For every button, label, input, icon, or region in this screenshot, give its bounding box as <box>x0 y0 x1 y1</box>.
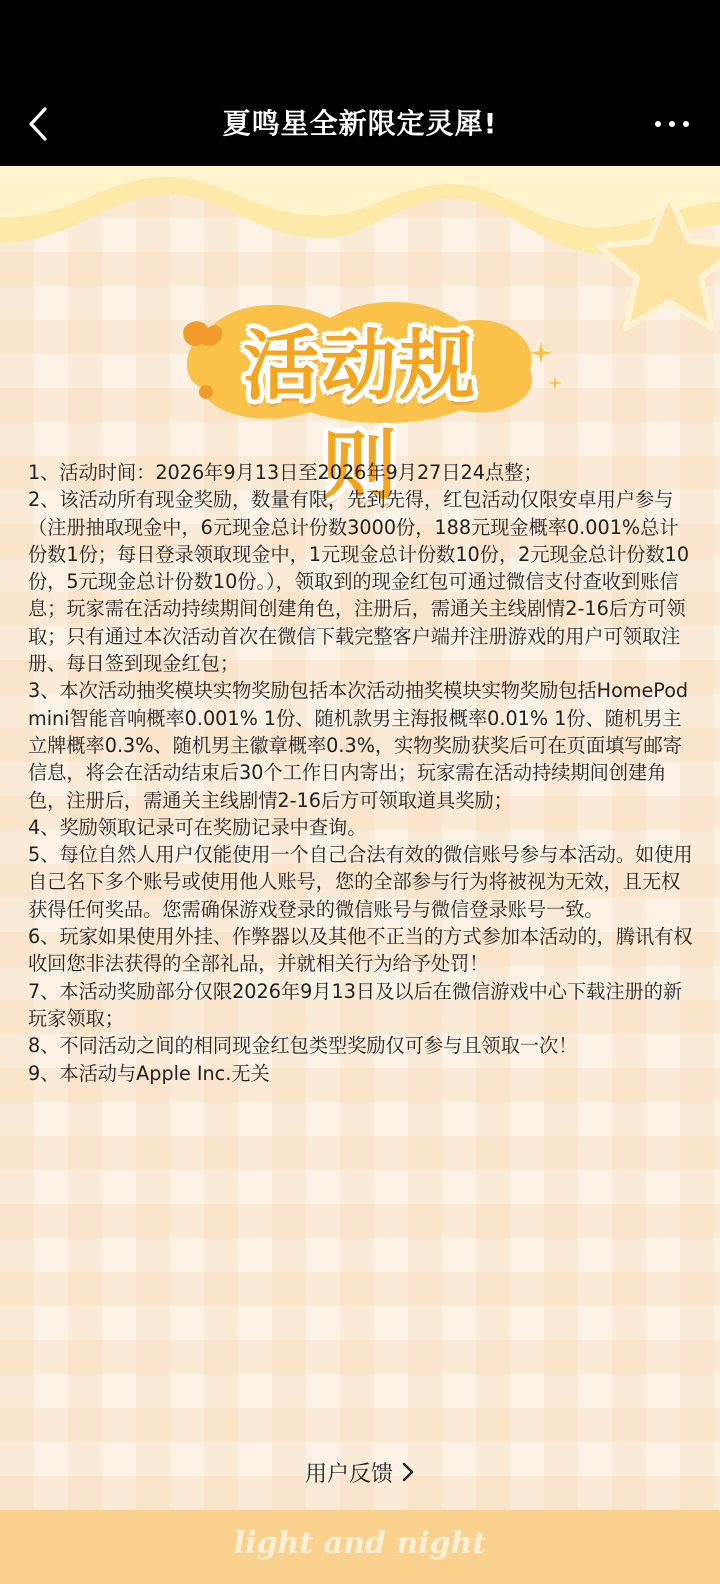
more-horizontal-icon <box>651 121 693 127</box>
chevron-left-icon <box>26 106 50 142</box>
rules-title: 活动规则 <box>243 321 477 510</box>
page-title: 夏鸣星全新限定灵犀! <box>222 107 498 140</box>
rule-item: 2、该活动所有现金奖励，数量有限，先到先得，红包活动仅限安卓用户参与（注册抽取现金中，6元现金总计份数3000份，188元现金概率0.001%总计份数1份；每日登录领取现金中，1元现金总计份数10份，2元现金总计份数10份，5元现金总计份数10份。），领取到的现金红包可通过微信支付查收到账信息；玩家需在活动持续期间创建角色，注册后，需通关主线剧情2-16后方可领取；只有通过本次活动首次在微信下载完整客户端并注册游戏的用户可领取注册、每日签到现金红包； <box>28 488 690 676</box>
rule-item: 4、奖励领取记录可在奖励记录中查询。 <box>28 815 367 839</box>
more-options-button[interactable] <box>648 104 696 144</box>
rule-item: 8、不同活动之间的相同现金红包类型奖励仅可参与且领取一次！ <box>28 1034 578 1058</box>
activity-rules-content <box>0 166 720 1510</box>
back-button[interactable] <box>18 104 58 144</box>
rule-item: 3、本次活动抽奖模块实物奖励包括本次活动抽奖模块实物奖励包括HomePod mini智能音响概率0.001% 1份、随机款男主海报概率0.01% 1份、随机男主立牌概率0.3%、随机男主徽章概率0.3%，实物奖励获奖后可在页面填写邮寄信息，将会在活动结束后30个工作日内寄出；玩家需在活动持续期间创建角色，注册后，需通关主线剧情2-16后方可领取道具奖励； <box>28 679 689 812</box>
footer-band <box>0 1510 720 1584</box>
rules-list <box>28 459 694 1087</box>
star-decoration <box>594 186 720 336</box>
rule-item: 1、活动时间：2026年9月13日至2026年9月27日24点整； <box>28 461 543 484</box>
rule-item: 9、本活动与Apple Inc.无关 <box>28 1061 270 1085</box>
chevron-right-icon <box>401 1461 415 1483</box>
feedback-label: 用户反馈 <box>304 1461 393 1487</box>
rule-item: 6、玩家如果使用外挂、作弊器以及其他不正当的方式参加本活动的，腾讯有权收回您非法获得的全部礼品，并就相关行为给予处罚！ <box>28 925 693 976</box>
user-feedback-link[interactable] <box>0 1452 720 1492</box>
sparkle-icon <box>548 376 562 390</box>
footer-logo-text: light and night <box>233 1526 487 1561</box>
sparkle-icon <box>530 342 552 364</box>
top-navigation-bar <box>0 0 720 166</box>
rule-item: 7、本活动奖励部分仅限2026年9月13日及以后在微信游戏中心下载注册的新玩家领取； <box>28 979 683 1030</box>
rule-item: 5、每位自然人用户仅能使用一个自己合法有效的微信账号参与本活动。如使用自己名下多个账号或使用他人账号，您的全部参与行为将被视为无效，且无权获得任何奖品。您需确保游戏登录的微信账号与微信登录账号一致。 <box>28 843 693 921</box>
